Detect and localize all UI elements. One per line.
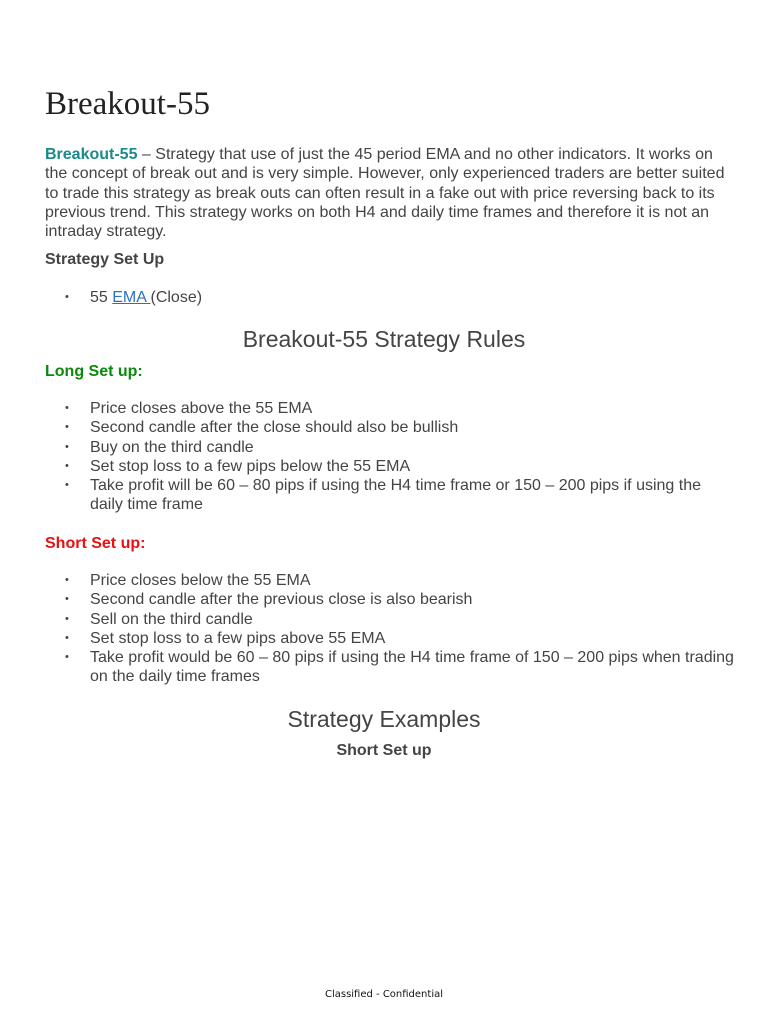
intro-paragraph (45, 145, 735, 241)
intro-text: – Strategy that use of just the 45 period EMA and no other indicators. It works on the concept of break out and is very simple. However, only experienced traders are better suited to trade this strategy as break outs can often result in a fake out with price reversing back to its previous trend. This strategy works on both H4 and daily time frames and therefore it is not an intraday strategy. (45, 146, 725, 241)
list-item: • Second candle after the previous close is also bearish (45, 590, 735, 609)
long-setup-list (45, 399, 735, 515)
classification-footer: Classified - Confidential (324, 989, 444, 1000)
list-item: • Price closes below the 55 EMA (45, 571, 735, 590)
setup-list (45, 288, 735, 307)
ema-link[interactable]: EMA (112, 289, 151, 306)
list-item: • Take profit would be 60 – 80 pips if using the H4 time frame of 150 – 200 pips when trading on the daily time frames (45, 648, 735, 687)
list-item: • Buy on the third candle (45, 438, 735, 457)
examples-subheading: Short Set up (336, 742, 432, 759)
intro-lead: Breakout-55 (45, 146, 138, 163)
list-item: • Take profit will be 60 – 80 pips if using the H4 time frame or 150 – 200 pips if using the daily time frame (45, 476, 735, 515)
list-item: • Sell on the third candle (45, 610, 735, 629)
rules-heading: Breakout-55 Strategy Rules (242, 326, 526, 352)
list-item (45, 288, 735, 307)
strategy-setup-heading: Strategy Set Up (45, 251, 165, 268)
list-item: • Price closes above the 55 EMA (45, 399, 735, 418)
setup-item-suffix: (Close) (150, 289, 203, 306)
list-item: • Second candle after the close should also be bullish (45, 418, 735, 437)
long-setup-heading: Long Set up: (45, 363, 143, 380)
list-item: • Set stop loss to a few pips above 55 EMA (45, 629, 735, 648)
short-setup-list (45, 571, 735, 687)
list-item: • Set stop loss to a few pips below the 55 EMA (45, 457, 735, 476)
page-title: Breakout-55 (45, 86, 210, 122)
setup-item-prefix: 55 (90, 289, 113, 306)
short-setup-heading: Short Set up: (45, 535, 146, 552)
examples-heading: Strategy Examples (287, 706, 481, 732)
